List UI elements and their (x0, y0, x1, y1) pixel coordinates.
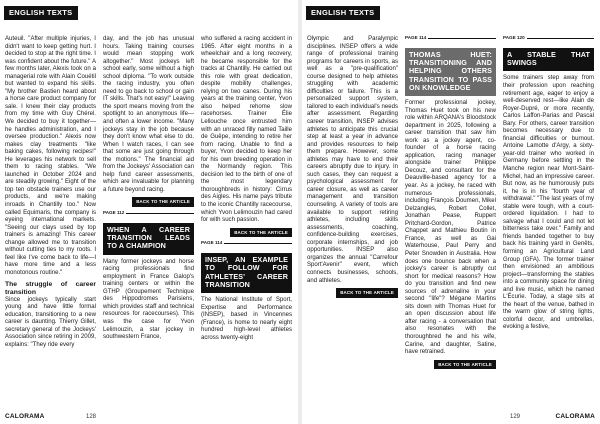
article-headline: THOMAS HUET: TRANSITIONING AND HELPING OTHERS TRANSITION TO PASS ON KNOWLEDGE (405, 48, 496, 96)
body-text: Former professional jockey, Thomas Huet took on his new role within ARQANA's Bloodstock department in 2025, following a career transition that saw him work as a jockey agent, co-founder of a horse racing application, racing manager alongside trainer Philippe Decouz, and consultant for the Deauville-based agency for a year. As a jockey, he raced with numerous professionals, including François Doumen, Mikel Delzangles, Robert Collet, Jonathan Pease, Ruppert Pritchard-Gordon, Patrice Chappet and Mathieu Boutin in France, as well as Gai Waterhouse, Paul Perry and Peter Snowden in Australia. How does one bounce back when a jockey's career is abruptly cut short for medical reasons? How do you transition and find new sources of adrenaline in your second "life"? Mégane Martins sits down with Thomas Huet for an open discussion about life after racing - a conversation that also resonates with the thoroughbred he and his wife, Carine, and daughter, Satine, have retrained. (405, 100, 496, 356)
back-to-article-button[interactable]: BACK TO THE ARTICLE (336, 288, 398, 298)
right-col-3 (503, 36, 594, 332)
page-ref-label[interactable]: PAGE 112 (103, 210, 125, 216)
page-reference (103, 210, 194, 221)
article-headline: INSEP, AN EXAMPLE TO FOLLOW FOR ATHLETES' CAREER TRANSITION (201, 253, 292, 293)
body-text: Many former jockeys and horse racing professionals find employment in France Galop's training centers or within the GTHP (Groupement Technique des Hippodromes Parisiens, which provides staff and technical resources for racecourses). This was the case for Yvon Lelimouzin, a star jockey in southwestern France, (103, 258, 194, 341)
body-text: Some trainers step away from their profession upon reaching retirement age, eager to enjoy a well-deserved rest—like Alain de Royer-Dupré, or more recently, Carlos Laffon-Parias and Pascal Bary. For others, career transition becomes necessary due to financial difficulties or burnout. Antoine Lamotte d'Argy, a sixty-year-old trainer who worked in Germany before settling in the Manche region near Mont-Saint-Michel, had an impressive career. But now, as he humorously puts it, he is in his "fourth year of withdrawal." "The last years of my stable were tough, with a court-ordered liquidation. I had to salvage what I could and not let bitterness take over." Family and friends banded together to buy back his training yard in Genêts, forming an Agricultural Land Group (GFA). The former trainer then envisioned an ambitious project—transforming the stables into a community space for dining and live music, which he named L'Écurie. Today, a stage sits at the heart of the venue, bathed in the warm glow of string lights, colorful decor, and umbrellas, evoking a festive, (503, 75, 594, 331)
body-text: who suffered a racing accident in 1965. After eight months in a wheelchair and a long recovery, he became responsible for the tracks at Chantilly. He carried out this role with great dedication, despite mobility challenges, relying on two canes. During his years at the training center, Yvon also helped rehome slow racehorses. Trainer Élie Lellouche once entrusted him with an unraced filly named Taille de Guêpe, intending to retire her from racing. Unable to find a buyer, Yvon decided to keep her for his own breeding operation in the Normandy region. This decision led to the birth of one of the most legendary thoroughbreds in history: Cirrus des Aigles. His name pays tribute to the iconic Chantilly racecourse, which Yvon Lelimouzin had cared for with such passion. (201, 36, 292, 224)
calorama-logo: CALORAMA (555, 413, 595, 420)
back-to-article-button[interactable]: BACK TO THE ARTICLE (230, 228, 292, 238)
subheading: The struggle of career transition (5, 280, 96, 296)
page-ref-label[interactable]: PAGE 120 (503, 35, 525, 40)
page-number: 128 (86, 414, 97, 420)
page-reference (201, 240, 292, 251)
body-text: Olympic and Paralympic disciplines. INSEP offers a wide range of professional training programs for careers in sports, as well as a "pre-qualification" course designed to help athletes struggling with academic difficulties or failure. This is a personalized support system, tailored to each individual's needs after assessment. Regarding career transition, INSEP advises athletes to anticipate this crucial step at least a year in advance and provides resources to help them prepare. However, some athletes may have to end their careers abruptly due to injury. In such cases, they can request a psychological assessment for career closure, as well as career management and transition counseling. A variety of tools are available to support retiring athletes, including skills assessments, coaching, confidence-building exercises, corporate internships, and job opportunities. INSEP also organizes the annual "Carrefour Sport'Avenir" event, which connects businesses, schools, and athletes. (307, 36, 398, 284)
left-col-3 (201, 36, 292, 342)
section-tag: ENGLISH TEXTS (306, 6, 380, 20)
left-col-1 (5, 36, 96, 349)
body-text: Since jockeys typically start young and have little formal education, transitioning to a new career is daunting. Thierry Gillet, secretary general of the Jockeys' Association since retiring in 2009, explains: "They ride every (5, 296, 96, 348)
body-text: day, and the job has unusual hours. Taking training courses would mean stopping work altogether." Most jockeys left school early, some without a high school diploma. "To work outside the racing industry, you often need to go back to school or gain IT skills. That's not easy!" Leaving the sport means moving from the spotlight to an anonymous life—and often a lower income. "Many jockeys stay in the job because they don't know what else to do. When I watch races, I can see that some are just going through the motions." The financial aid from the Jockeys' Association can help fund career assessments, which are invaluable for planning a future beyond racing. (103, 36, 194, 193)
body-text: The National Institute of Sport, Expertise and Performance (INSEP), based in Vincennes (France), is home to nearly eight hundred high-level athletes across twenty-eight (201, 297, 292, 341)
page-number: 129 (509, 414, 520, 420)
section-tag: ENGLISH TEXTS (4, 6, 78, 20)
article-headline: WHEN A CAREER TRANSITION LEADS TO A CHAMPION (103, 223, 194, 255)
left-page (0, 0, 298, 424)
back-to-article-button[interactable]: BACK TO THE ARTICLE (434, 360, 496, 370)
right-col-2 (405, 36, 496, 369)
article-headline: A STABLE THAT SWINGS (503, 48, 594, 71)
right-col-1 (307, 36, 398, 298)
calorama-logo: CALORAMA (5, 413, 45, 420)
page-ref-label[interactable]: PAGE 114 (201, 240, 223, 246)
page-ref-label[interactable]: PAGE 114 (405, 35, 427, 40)
left-col-2 (103, 36, 194, 342)
page-reference (503, 35, 594, 46)
body-text: Auteuil. "After multiple injuries, I didn't want to keep getting hurt. I decided to stop at the right time. I was confident about the future." A few months later, Alexis took on a managerial role with Alain Couétil but wanted to expand his skills. "My brother Bastien heard about a horse care product company for sale. I knew their clay products from my time with Guy Chérel. We decided to buy it together—he handles administration, and I oversee production." Alexis now makes clay treatments "like baking cakes, following recipes!" He leverages his network to sell them to racing stables. "We launched in October 2024 and are steadily growing." Eight of the top ten obstacle trainers use our products, and we're making inroads in Chantilly too." Now called Equimaris, the company is eyeing international markets. "Seeing our clays used by top trainers is amazing! This career change allowed me to transition without cutting ties to my roots. I feel like I've come back to life—I have more time and a less monotonous routine." (5, 36, 96, 276)
page-reference (405, 35, 496, 46)
back-to-article-button[interactable]: BACK TO THE ARTICLE (132, 197, 194, 207)
right-page (302, 0, 600, 424)
